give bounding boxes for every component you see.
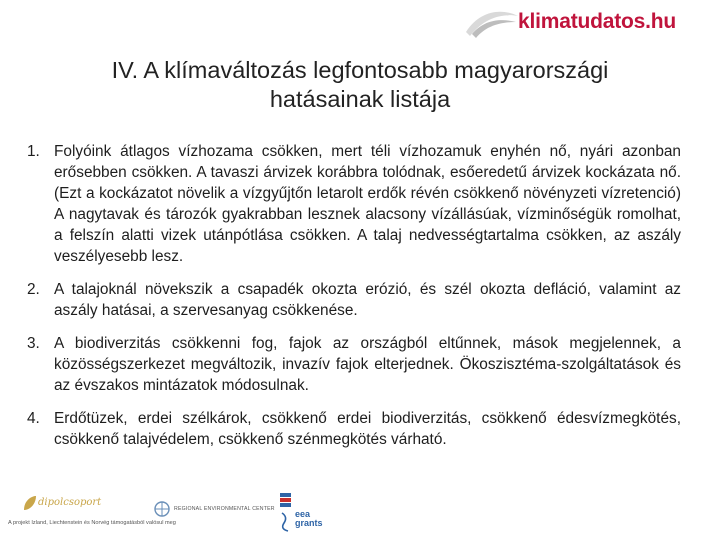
title-line-1: IV. A klímaváltozás legfontosabb magyarországi [111,57,609,83]
klimatudatos-logo[interactable] [462,6,702,40]
funding-caption: A projekt Izland, Liechtenstein és Norvég támogatásból valósul meg [8,520,176,526]
dipolcsoport-logo [22,494,112,516]
eea-grants-logo [278,491,322,537]
item-text: A talajoknál növekszik a csapadék okozta erózió, és szél okozta defláció, valamint az aszály hatásai, a szervesanyag csökkenése. [54,281,681,319]
list-item [27,279,681,321]
item-number: 2. [27,281,40,298]
rec-text: REGIONAL ENVIRONMENTAL CENTER [174,506,275,512]
item-number: 1. [27,143,40,160]
logo-text: klimatudatos.hu [518,10,677,33]
slide-title [40,56,680,114]
title-line-2: hatásainak listája [269,86,451,112]
dipolcsoport-text: dipolcsoport [38,497,102,508]
eea-flag-icon [278,491,294,533]
eea-grants-text: eea grants [295,509,323,528]
rec-globe-icon [154,500,170,518]
rec-logo [154,500,284,520]
leaf-logo-icon [22,494,38,514]
item-number: 4. [27,410,40,427]
swoosh-logo-icon [462,6,520,40]
item-number: 3. [27,335,40,352]
footer-logos [0,488,720,540]
item-text: Erdőtüzek, erdei szélkárok, csökkenő erdei biodiverzitás, csökkenő édesvízmegkötés, csökkenő talajvédelem, csökkenő szénmegkötés várható. [54,410,681,448]
item-text: Folyóink átlagos vízhozama csökken, mert téli vízhozamuk enyhén nő, nyári azonban erősebben csökken. A tavaszi árvizek korábbra tolódnak, esőeredetű árvizek kockázata nő. (Ezt a kockázatot növelik a vízgyűjtőn letarolt erdők révén csökkenő növényzeti vízretenció) A nagytavak és tározók gyakrabban lesznek alacsony vízállásúak, vízminőségük romolhat, a felszín alatti vizek utánpótlása csökken. A talaj nedvességtartalma csökken, az aszály veszélyesebb lesz. [54,143,681,265]
list-item [27,408,681,450]
item-text: A biodiverzitás csökkenni fog, fajok az országból eltűnnek, mások megjelennek, a közösségszerkezet megváltozik, invazív fajok elterjednek. Ökoszisztéma-szolgáltatások és az évszakos mintázatok módosulnak. [54,335,681,394]
list-item [27,141,681,267]
impact-list [27,141,681,462]
list-item [27,333,681,396]
